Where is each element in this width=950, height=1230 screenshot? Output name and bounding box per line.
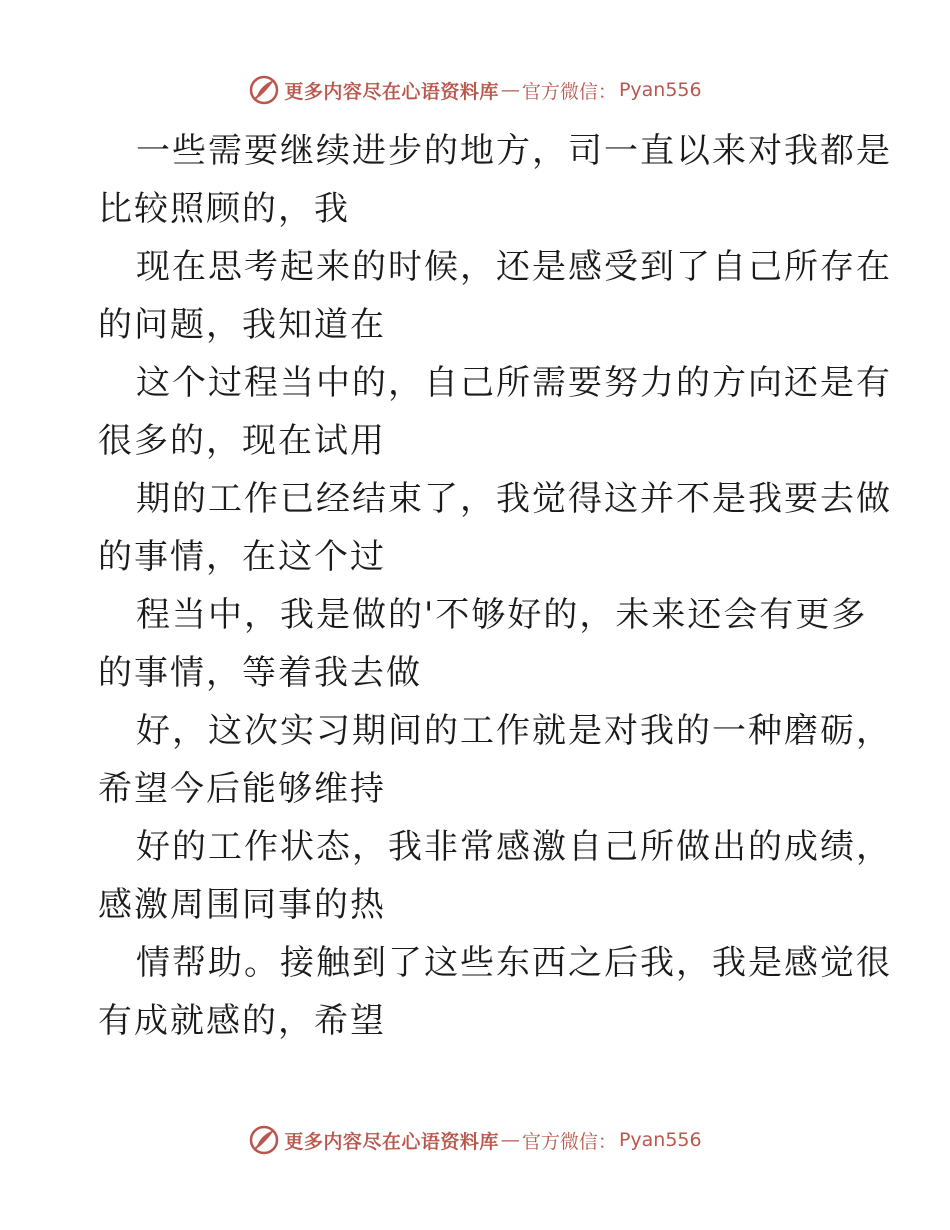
- banner-label: 官方微信：: [521, 80, 617, 103]
- paragraph-5-line-2: 的事情，等着我去做: [98, 653, 422, 693]
- banner-brand-text: 更多内容尽在心语资料库: [284, 1130, 499, 1153]
- header-banner: [0, 70, 950, 110]
- feather-pen-logo-icon: [248, 74, 280, 106]
- banner-wechat-id: Pyan556: [618, 79, 702, 101]
- banner-dash: —: [500, 79, 520, 101]
- paragraph-1-line-1: 一些需要继续进步的地方，司一直以来对我都是: [136, 131, 892, 171]
- banner-dash: —: [500, 1129, 520, 1151]
- paragraph-3-line-1: 这个过程当中的，自己所需要努力的方向还是有: [136, 363, 892, 403]
- paragraph-2-line-2: 的问题，我知道在: [98, 305, 386, 345]
- paragraph-4-line-2: 的事情，在这个过: [98, 537, 386, 577]
- paragraph-6-line-2: 希望今后能够维持: [98, 769, 386, 809]
- feather-pen-logo-icon: [248, 1124, 280, 1156]
- paragraph-3-line-2: 很多的，现在试用: [98, 421, 386, 461]
- document-body: [98, 122, 892, 1050]
- paragraph-5-line-1: 程当中，我是做的'不够好的，未来还会有更多: [136, 595, 868, 635]
- paragraph-6-line-1: 好，这次实习期间的工作就是对我的一种磨砺，: [136, 711, 892, 751]
- paragraph-8-line-1: 情帮助。接触到了这些东西之后我，我是感觉很: [136, 943, 892, 983]
- paragraph-1-line-2: 比较照顾的，我: [98, 189, 350, 229]
- paragraph-4-line-1: 期的工作已经结束了，我觉得这并不是我要去做: [136, 479, 892, 519]
- banner-wechat-id: Pyan556: [618, 1129, 702, 1151]
- banner-brand-text: 更多内容尽在心语资料库: [284, 80, 499, 103]
- footer-banner: [0, 1120, 950, 1160]
- paragraph-8-line-2: 有成就感的，希望: [98, 1001, 386, 1041]
- paragraph-7-line-1: 好的工作状态，我非常感激自己所做出的成绩，: [136, 827, 892, 867]
- banner-label: 官方微信：: [521, 1130, 617, 1153]
- paragraph-2-line-1: 现在思考起来的时候，还是感受到了自己所存在: [136, 247, 892, 287]
- paragraph-7-line-2: 感激周围同事的热: [98, 885, 386, 925]
